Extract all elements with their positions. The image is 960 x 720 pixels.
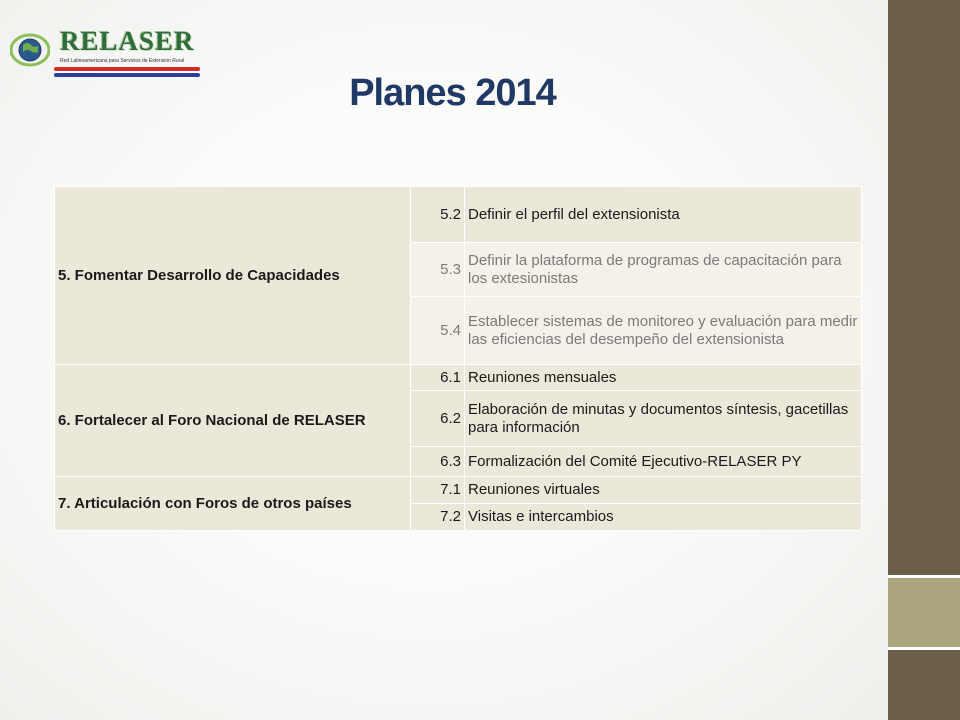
item-text: Formalización del Comité Ejecutivo-RELASER PY [465, 447, 862, 477]
item-text: Definir la plataforma de programas de capacitación para los extesionistas [465, 243, 862, 297]
item-text: Reuniones virtuales [465, 477, 862, 504]
sidebar-band [888, 578, 960, 647]
item-number: 6.3 [411, 447, 465, 477]
item-text: Elaboración de minutas y documentos síntesis, gacetillas para información [465, 391, 862, 447]
item-number: 7.1 [411, 477, 465, 504]
item-number: 5.3 [411, 243, 465, 297]
item-number: 6.1 [411, 365, 465, 391]
item-text: Definir el perfil del extensionista [465, 187, 862, 243]
objective-cell: 7. Articulación con Foros de otros países [55, 477, 411, 531]
logo-name: RELASER [60, 26, 195, 56]
item-number: 6.2 [411, 391, 465, 447]
page-title: Planes 2014 [349, 72, 556, 114]
objective-cell: 6. Fortalecer al Foro Nacional de RELASER [55, 365, 411, 477]
item-number: 5.4 [411, 297, 465, 365]
table-row [55, 365, 862, 391]
plans-table [54, 186, 862, 531]
logo-subtitle: Red Latinoamericana para Servicios de Extensión Rural [60, 58, 185, 64]
item-number: 5.2 [411, 187, 465, 243]
sidebar-separator [888, 647, 960, 650]
item-text: Visitas e intercambios [465, 504, 862, 531]
item-text: Reuniones mensuales [465, 365, 862, 391]
table-row [55, 477, 862, 504]
objective-cell: 5. Fomentar Desarrollo de Capacidades [55, 187, 411, 365]
item-text: Establecer sistemas de monitoreo y evaluación para medir las eficiencias del desempeño del extensionista [465, 297, 862, 365]
item-number: 7.2 [411, 504, 465, 531]
table-row [55, 187, 862, 243]
globe-icon [10, 30, 50, 70]
